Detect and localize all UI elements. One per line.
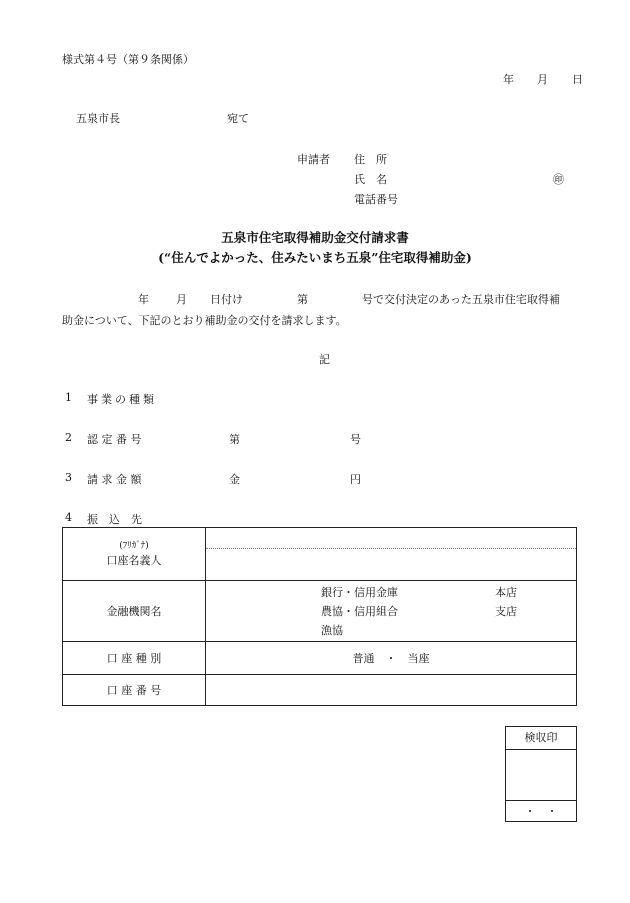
date-month: 月: [537, 73, 548, 86]
body-day: 日付け: [210, 293, 243, 306]
addressee-mayor: 五泉市長: [76, 112, 120, 125]
account-number-field[interactable]: [206, 675, 577, 706]
account-holder-field-area: [206, 528, 576, 580]
branch-label: 支店: [495, 605, 517, 618]
inspection-stamp-box: [505, 726, 577, 822]
item-3-num: 3: [65, 471, 72, 484]
body-dai: 第: [297, 293, 308, 306]
account-number-label: 口 座 番 号: [63, 675, 206, 706]
applicant-name-label: 氏 名: [354, 173, 387, 186]
bank-account-table: [62, 527, 577, 706]
item-1-label: 事業の種類: [87, 393, 157, 406]
bank-type-coop: 農協・信用組合: [321, 605, 398, 618]
applicant-role: 申請者: [297, 153, 330, 166]
account-holder-label-cell: [63, 528, 206, 581]
account-type-value[interactable]: 普通 ・ 当座: [206, 642, 577, 675]
item-2-num: 2: [65, 431, 72, 444]
applicant-address-label: 住 所: [354, 153, 387, 166]
item-4-num: 4: [65, 511, 72, 524]
institution-label: 金融機関名: [63, 581, 206, 642]
inspection-label: 検収印: [506, 727, 576, 750]
item-2-dai: 第: [229, 433, 240, 446]
applicant-phone-label: 電話番号: [354, 193, 398, 206]
item-2-go: 号: [350, 433, 361, 446]
body-line1-rest: 号で交付決定のあった五泉市住宅取得補: [362, 293, 560, 306]
head-office-label: 本店: [495, 586, 517, 599]
inspection-date: ・ ・: [524, 805, 558, 818]
bank-type-bank: 銀行・信用金庫: [321, 586, 398, 599]
furigana-label: (ﾌﾘｶﾞﾅ): [119, 541, 149, 551]
bank-type-fishery: 漁協: [321, 624, 343, 637]
item-4-label: 振 込 先: [87, 513, 142, 526]
form-number: 様式第４号（第９条関係）: [62, 53, 194, 66]
furigana-divider: [206, 548, 576, 549]
date-day: 日: [572, 73, 583, 86]
date-year: 年: [503, 73, 514, 86]
body-month: 月: [176, 293, 187, 306]
addressee-suffix: 宛て: [227, 112, 249, 125]
institution-field[interactable]: [206, 581, 577, 642]
body-line2: 助金について、下記のとおり補助金の交付を請求します。: [62, 314, 347, 327]
account-holder-field[interactable]: [206, 528, 577, 581]
institution-field-area: [206, 581, 576, 641]
item-3-en: 円: [350, 473, 361, 486]
item-2-label: 認 定 番 号: [87, 433, 142, 446]
document-subtitle: (“住んでよかった、住みたいまち五泉”住宅取得補助金): [158, 250, 472, 265]
inspection-stamp-area[interactable]: [506, 750, 576, 801]
body-year: 年: [138, 293, 149, 306]
item-1-num: 1: [65, 391, 72, 404]
seal-mark: ㊞: [553, 173, 564, 186]
account-type-label: 口 座 種 別: [63, 642, 206, 675]
item-3-label: 請 求 金 額: [87, 473, 142, 486]
ki-heading: 記: [319, 353, 330, 366]
item-3-kin: 金: [229, 473, 240, 486]
account-holder-label: 口座名義人: [106, 554, 162, 567]
document-title: 五泉市住宅取得補助金交付請求書: [221, 230, 409, 245]
